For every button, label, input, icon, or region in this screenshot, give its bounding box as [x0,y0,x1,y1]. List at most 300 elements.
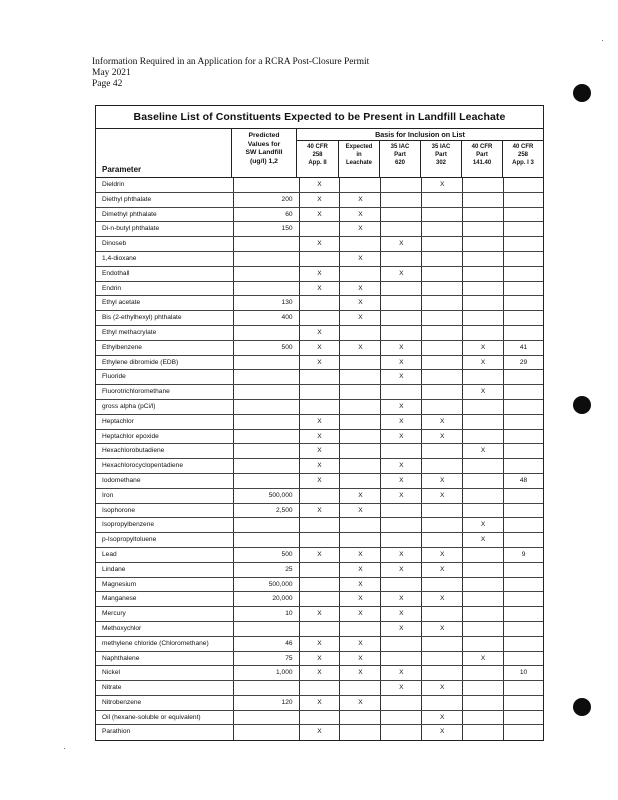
basis-mark-cell [380,385,421,399]
basis-mark-cell [421,193,462,207]
basis-mark-cell [421,267,462,281]
basis-mark-cell: X [299,326,340,340]
basis-mark-cell [421,282,462,296]
basis-mark-cell [421,637,462,651]
parameter-cell: Dimethyl phthalate [102,210,157,218]
basis-mark-cell: X [339,208,380,222]
basis-mark-cell: X [299,607,340,621]
subheader-line: 40 CFR [471,144,493,150]
basis-mark-cell [462,370,503,384]
basis-mark-cell [421,208,462,222]
basis-mark-cell: X [299,696,340,710]
parameter-cell: Iodomethane [102,476,141,484]
subheader-line: 35 IAC [390,144,410,150]
table-row [96,459,543,474]
basis-mark-cell [503,178,543,192]
basis-mark-cell [462,311,503,325]
basis-mark-cell [462,725,503,740]
basis-mark-cell [503,637,543,651]
parameter-cell: Oil (hexane-soluble or equivalent) [102,713,201,721]
basis-subheader [420,141,461,177]
parameter-cell: methylene chloride (Chloromethane) [102,639,209,647]
basis-mark-cell: X [462,652,503,666]
parameter-cell: Hexachlorocyclopentadiene [102,462,184,470]
basis-mark-cell [380,725,421,740]
basis-mark-cell [339,356,380,370]
predicted-value-cell [233,282,299,296]
basis-mark-cell [462,622,503,636]
basis-mark-cell [421,237,462,251]
basis-mark-cell [503,415,543,429]
basis-mark-cell: X [339,607,380,621]
subheader-line: App. I 3 [512,160,534,167]
basis-mark-cell [339,518,380,532]
basis-mark-cell: X [339,341,380,355]
table-row [96,725,543,740]
basis-mark-cell: 10 [503,666,543,680]
basis-mark-cell [462,178,503,192]
basis-mark-cell [421,326,462,340]
basis-mark-cell [462,400,503,414]
binder-hole-top [573,84,591,102]
basis-mark-cell [503,504,543,518]
basis-mark-cell [462,681,503,695]
basis-mark-cell: X [421,563,462,577]
basis-mark-cell: X [462,385,503,399]
basis-mark-cell: X [339,548,380,562]
basis-mark-cell [462,222,503,236]
basis-mark-cell: X [299,637,340,651]
basis-mark-cell: X [421,681,462,695]
basis-mark-cell: X [380,356,421,370]
table-row [96,696,543,711]
basis-mark-cell [421,533,462,547]
parameter-cell: Diethyl phthalate [102,195,152,203]
basis-mark-cell: X [299,725,340,740]
parameter-cell: Di-n-butyl phthalate [102,225,160,233]
basis-mark-cell [462,282,503,296]
basis-mark-cell [380,326,421,340]
parameter-header: Parameter [102,165,142,175]
table-row [96,711,543,726]
basis-mark-cell [339,400,380,414]
basis-mark-cell [462,326,503,340]
header-line-3: Page 42 [92,79,123,89]
predicted-header-line: Predicted [248,132,280,139]
basis-mark-cell [299,385,340,399]
basis-mark-cell [339,725,380,740]
basis-mark-cell [421,296,462,310]
basis-mark-cell: X [380,548,421,562]
subheader-line: Part [435,152,447,159]
basis-mark-cell [299,489,340,503]
predicted-value-cell: 75 [233,652,299,666]
basis-mark-cell [503,444,543,458]
basis-mark-cell: X [421,430,462,444]
predicted-value-cell [233,430,299,444]
basis-mark-cell: 29 [503,356,543,370]
basis-mark-cell [503,326,543,340]
predicted-value-cell: 500,000 [233,489,299,503]
basis-mark-cell: X [299,548,340,562]
parameter-cell: Nitrobenzene [102,698,142,706]
basis-mark-cell [299,296,340,310]
basis-mark-cell [503,370,543,384]
basis-mark-cell [380,578,421,592]
basis-mark-cell [503,282,543,296]
basis-subheader [502,141,543,177]
basis-mark-cell: X [380,267,421,281]
basis-mark-cell: X [299,208,340,222]
basis-mark-cell: X [299,193,340,207]
basis-mark-cell: X [299,474,340,488]
basis-mark-cell [380,193,421,207]
basis-mark-cell [421,607,462,621]
predicted-value-cell: 500,000 [233,578,299,592]
basis-mark-cell: X [462,518,503,532]
table-row [96,267,543,282]
basis-mark-cell: X [339,666,380,680]
table-row [96,296,543,311]
basis-mark-cell [462,267,503,281]
predicted-value-cell [233,622,299,636]
basis-mark-cell: X [339,282,380,296]
table-row [96,533,543,548]
basis-mark-cell [380,504,421,518]
predicted-header-line: SW Landfill [245,149,283,157]
basis-mark-cell: 48 [503,474,543,488]
table-row [96,548,543,563]
basis-mark-cell [503,296,543,310]
parameter-cell: gross alpha (pCi/l) [102,402,156,410]
basis-mark-cell [299,370,340,384]
basis-mark-cell [380,518,421,532]
basis-mark-cell [421,696,462,710]
basis-mark-cell [503,652,543,666]
table-header [96,129,543,178]
parameter-cell: 1,4-dioxane [102,254,137,262]
scan-speck [602,40,603,41]
predicted-value-cell: 400 [233,311,299,325]
basis-mark-cell [462,430,503,444]
parameter-cell: Magnesium [102,580,137,588]
subheader-line: Leachate [345,160,372,167]
subheader-line: Part [476,152,488,159]
table-row [96,237,543,252]
basis-mark-cell [421,385,462,399]
basis-mark-cell [380,208,421,222]
basis-mark-cell: X [380,370,421,384]
predicted-value-cell [233,267,299,281]
table-title: Baseline List of Constituents Expected to be Present in Landfill Leachate [96,106,543,129]
basis-mark-cell [421,341,462,355]
basis-mark-cell [462,489,503,503]
predicted-value-cell: 500 [233,548,299,562]
parameter-cell: Parathion [102,728,131,736]
basis-mark-cell: X [380,666,421,680]
basis-mark-cell [462,252,503,266]
basis-mark-cell [299,252,340,266]
parameter-cell: Isopropylbenzene [102,521,155,529]
predicted-value-cell: 10 [233,607,299,621]
basis-mark-cell: X [339,252,380,266]
basis-mark-cell: X [380,237,421,251]
predicted-value-cell: 46 [233,637,299,651]
table-row [96,652,543,667]
basis-mark-cell [462,578,503,592]
parameter-cell: Hexachlorobutadiene [102,447,165,455]
basis-mark-cell [380,652,421,666]
subheader-line: App. II [308,160,327,167]
basis-subheader [338,141,379,177]
basis-mark-cell [421,578,462,592]
basis-subheader [461,141,502,177]
basis-mark-cell [462,237,503,251]
predicted-value-cell: 60 [233,208,299,222]
parameter-cell: Dinoseb [102,240,127,248]
basis-mark-cell [299,533,340,547]
basis-mark-cell: X [299,444,340,458]
basis-mark-cell [421,652,462,666]
table-row [96,637,543,652]
basis-mark-cell [503,696,543,710]
parameter-cell: Lindane [102,565,126,573]
basis-mark-cell: X [380,400,421,414]
basis-mark-cell [380,696,421,710]
basis-mark-cell: X [462,356,503,370]
basis-mark-cell [339,415,380,429]
basis-mark-cell: X [299,652,340,666]
predicted-header-line: Values for [247,140,281,148]
binder-hole-bottom [573,698,591,716]
basis-mark-cell [299,518,340,532]
predicted-header-line: (ug/l) 1,2 [250,157,278,165]
basis-mark-cell: X [339,563,380,577]
basis-mark-cell [421,356,462,370]
basis-mark-cell [339,459,380,473]
predicted-value-cell: 200 [233,193,299,207]
basis-mark-cell [462,696,503,710]
basis-mark-cell: X [299,267,340,281]
basis-mark-cell [462,563,503,577]
basis-mark-cell: X [299,666,340,680]
subheader-line: 141.40 [472,160,492,167]
parameter-cell: Ethylene dibromide (EDB) [102,358,179,366]
table-row [96,326,543,341]
basis-mark-cell [421,518,462,532]
basis-subheader [379,141,420,177]
basis-header-title: Basis for Inclusion on List [297,129,543,141]
table-row [96,563,543,578]
predicted-values-header [231,129,296,177]
header-line-2: May 2021 [92,68,131,78]
basis-mark-cell: X [339,296,380,310]
predicted-value-cell [233,681,299,695]
subheader-line: 35 IAC [431,144,451,150]
parameter-cell: Bis (2-ethylhexyl) phthalate [102,314,182,322]
basis-mark-cell [299,622,340,636]
predicted-value-cell [233,711,299,725]
basis-mark-cell [380,533,421,547]
table-body [96,178,543,740]
predicted-value-cell [233,533,299,547]
basis-mark-cell [339,444,380,458]
predicted-value-cell [233,444,299,458]
basis-mark-cell [503,725,543,740]
table-row [96,592,543,607]
parameter-cell: Iron [102,491,114,499]
predicted-value-cell [233,400,299,414]
basis-mark-cell [462,548,503,562]
basis-mark-cell: X [380,622,421,636]
table-row [96,356,543,371]
basis-mark-cell: X [380,607,421,621]
basis-mark-cell [380,282,421,296]
basis-mark-cell [503,385,543,399]
predicted-value-cell [233,385,299,399]
basis-mark-cell: X [462,341,503,355]
basis-mark-cell [339,326,380,340]
predicted-value-cell [233,326,299,340]
basis-mark-cell [380,711,421,725]
basis-mark-cell: X [421,711,462,725]
basis-mark-cell [380,444,421,458]
subheader-line: 40 CFR [307,144,328,150]
table-row [96,518,543,533]
basis-mark-cell [503,252,543,266]
predicted-value-cell: 130 [233,296,299,310]
basis-mark-cell: X [421,178,462,192]
predicted-value-cell: 1,000 [233,666,299,680]
basis-mark-cell: X [380,592,421,606]
scan-speck [64,748,65,749]
subheader-line: 40 CFR [512,144,534,150]
predicted-value-cell: 25 [233,563,299,577]
parameter-cell: Dieldrin [102,181,125,188]
basis-mark-cell [462,296,503,310]
basis-mark-cell: X [421,415,462,429]
subheader-line: Part [394,152,406,159]
basis-mark-cell: X [339,504,380,518]
subheader-line: Expected [345,144,373,150]
basis-mark-cell [299,311,340,325]
basis-mark-cell [380,178,421,192]
predicted-value-cell [233,237,299,251]
parameter-cell: Endothall [102,269,130,277]
basis-mark-cell: X [421,592,462,606]
basis-mark-cell: X [299,356,340,370]
subheader-line: 258 [312,152,323,159]
basis-mark-cell: X [299,237,340,251]
basis-mark-cell [339,430,380,444]
basis-mark-cell [299,578,340,592]
basis-mark-cell [462,415,503,429]
parameter-cell: Manganese [102,595,137,603]
basis-header-group [296,129,543,177]
basis-mark-cell: 9 [503,548,543,562]
parameter-cell: Naphthalene [102,654,140,662]
page-header [92,57,369,90]
binder-hole-middle [573,396,591,414]
basis-mark-cell [380,252,421,266]
basis-mark-cell [421,400,462,414]
basis-mark-cell [421,370,462,384]
basis-mark-cell [339,533,380,547]
predicted-value-cell: 150 [233,222,299,236]
table-row [96,341,543,356]
predicted-value-cell [233,356,299,370]
table-row [96,385,543,400]
table-row [96,430,543,445]
basis-mark-cell [299,711,340,725]
basis-mark-cell [299,592,340,606]
parameter-cell: Endrin [102,284,122,292]
basis-mark-cell: X [339,193,380,207]
table-row [96,178,543,193]
basis-mark-cell: X [339,578,380,592]
predicted-value-cell [233,370,299,384]
basis-mark-cell [503,533,543,547]
parameter-cell: Isophorone [102,506,135,514]
basis-mark-cell: 41 [503,341,543,355]
subheader-line: 258 [517,152,528,159]
basis-mark-cell [503,400,543,414]
predicted-value-cell: 20,000 [233,592,299,606]
basis-mark-cell [462,193,503,207]
basis-mark-cell [339,267,380,281]
constituents-table [95,105,544,741]
subheader-line: in [356,152,362,159]
basis-mark-cell [339,178,380,192]
predicted-value-cell [233,474,299,488]
basis-mark-cell [421,459,462,473]
basis-mark-cell [503,208,543,222]
basis-mark-cell [503,592,543,606]
basis-mark-cell: X [339,592,380,606]
basis-mark-cell [462,711,503,725]
basis-mark-cell [299,400,340,414]
basis-mark-cell [503,430,543,444]
basis-mark-cell: X [339,489,380,503]
table-row [96,252,543,267]
table-row [96,222,543,237]
table-row [96,444,543,459]
basis-mark-cell [503,222,543,236]
basis-mark-cell: X [380,430,421,444]
basis-mark-cell [462,666,503,680]
parameter-cell: Lead [102,550,117,558]
predicted-value-cell: 500 [233,341,299,355]
basis-mark-cell [339,237,380,251]
predicted-value-cell: 120 [233,696,299,710]
predicted-value-cell: 2,500 [233,504,299,518]
basis-mark-cell: X [339,652,380,666]
table-row [96,415,543,430]
header-line-1: Information Required in an Application for a RCRA Post-Closure Permit [92,57,370,67]
basis-mark-cell [421,444,462,458]
basis-mark-cell [299,222,340,236]
predicted-value-cell [233,518,299,532]
basis-mark-cell: X [421,489,462,503]
basis-mark-cell [462,504,503,518]
basis-mark-cell: X [421,622,462,636]
predicted-value-cell [233,252,299,266]
table-row [96,400,543,415]
basis-mark-cell: X [462,533,503,547]
table-row [96,607,543,622]
predicted-value-cell [233,459,299,473]
basis-mark-cell [462,474,503,488]
